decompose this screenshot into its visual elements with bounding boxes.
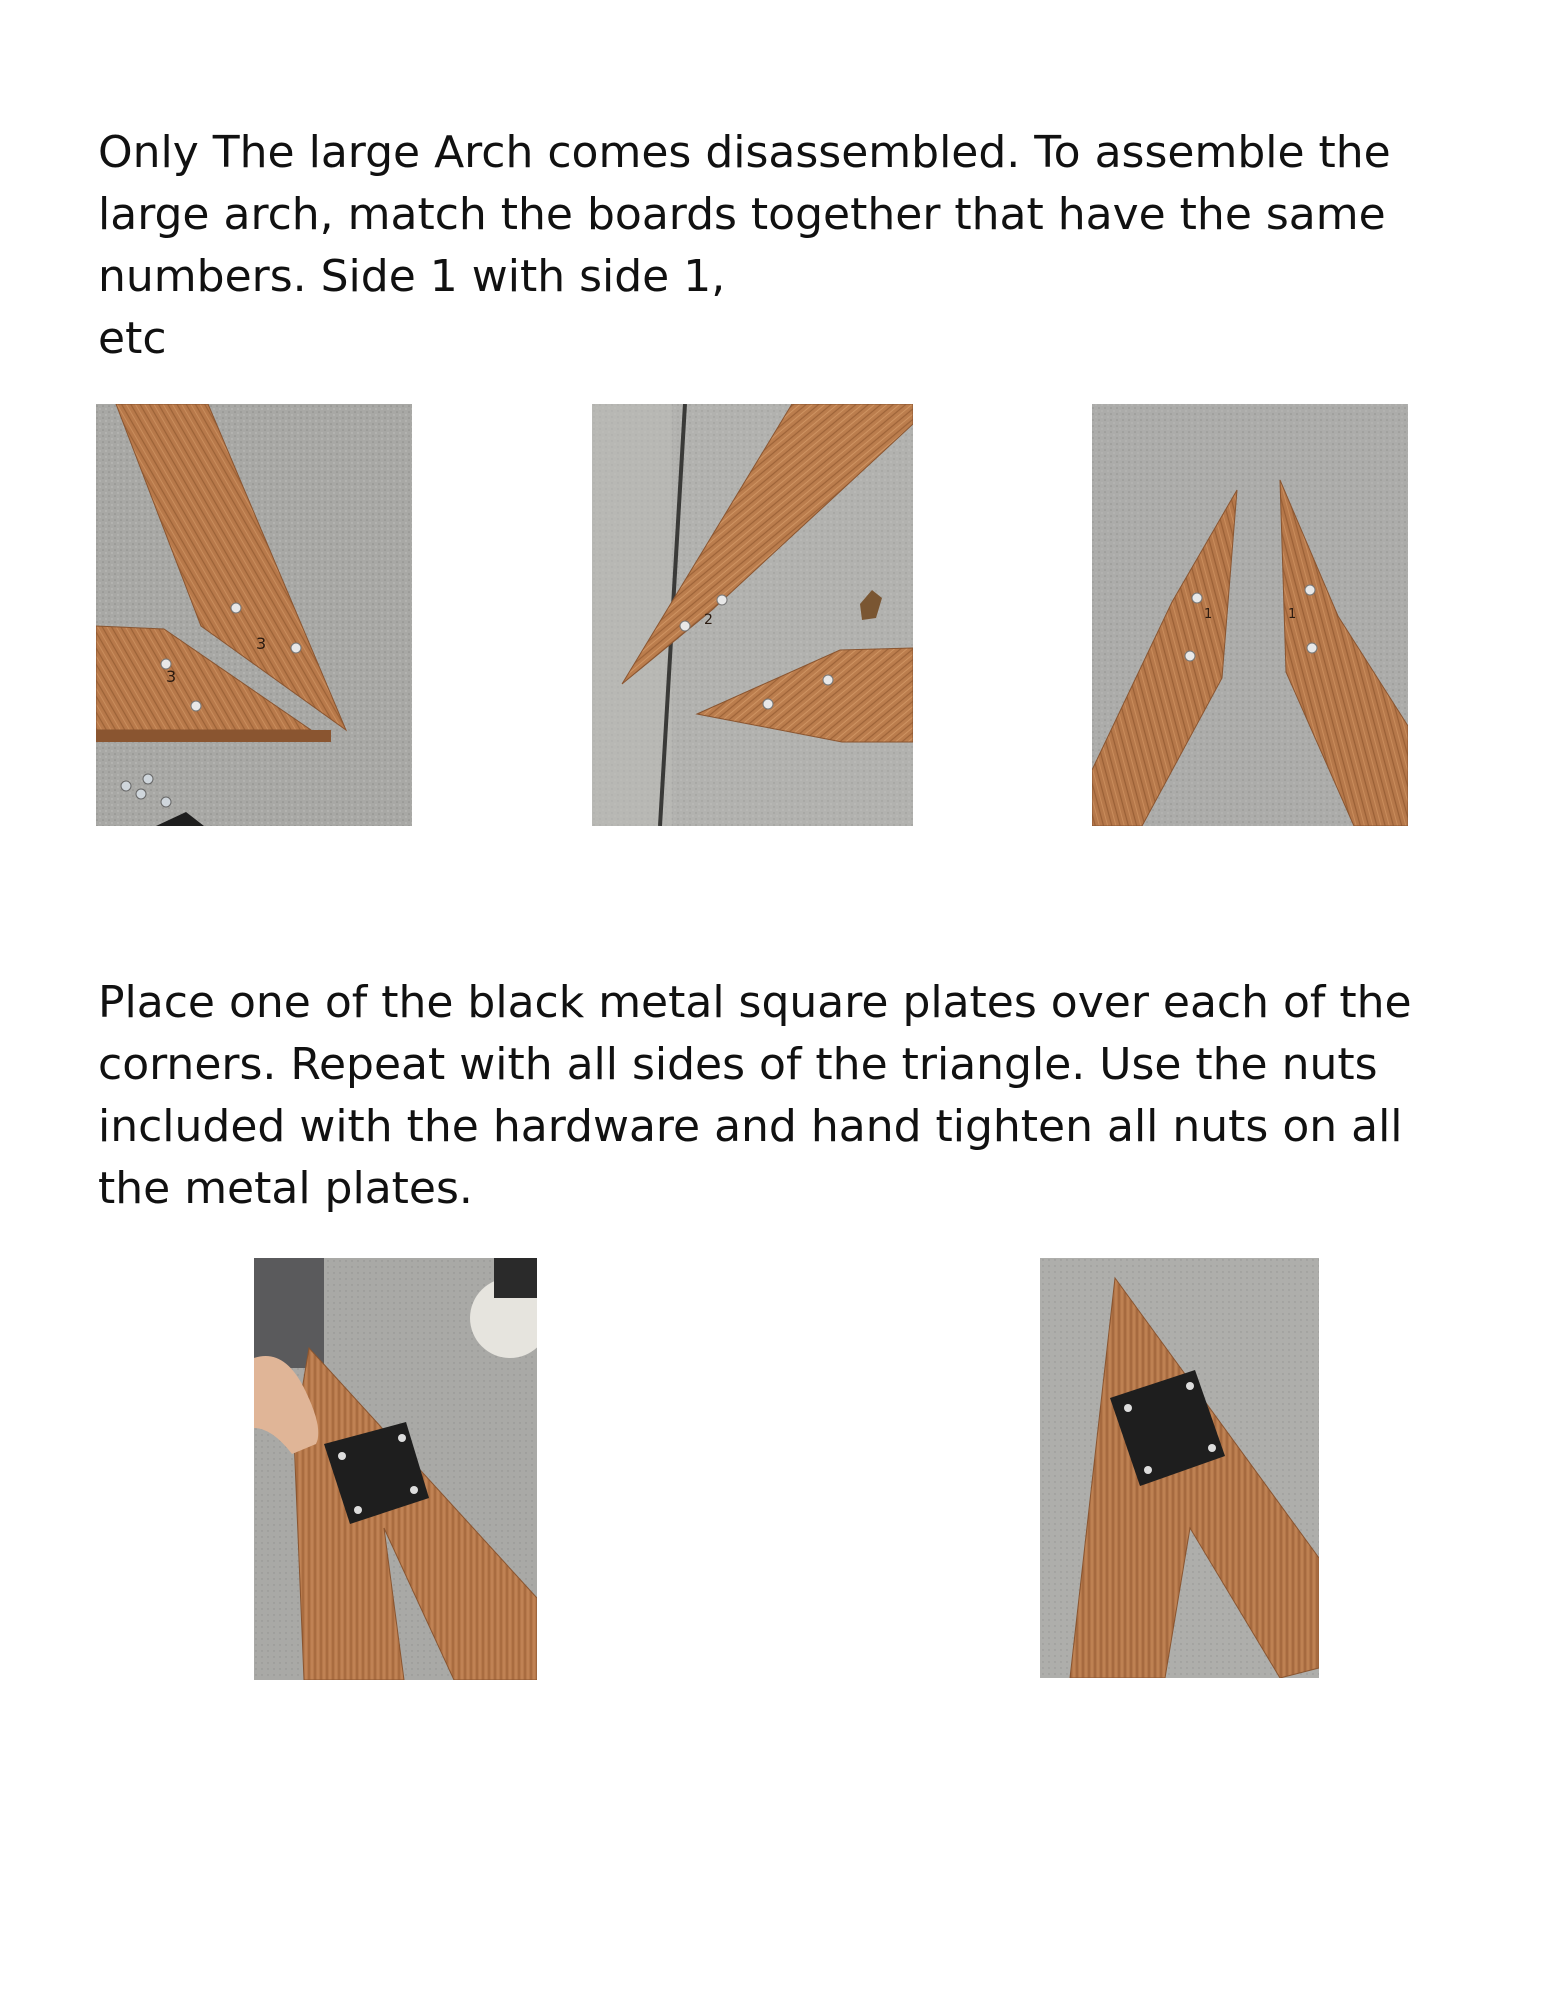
instruction-step-2	[98, 972, 1458, 1220]
text-line: Only The large Arch comes disassembled. To assemble the	[98, 127, 1391, 178]
text-line: the metal plates.	[98, 1163, 473, 1214]
text-line: Place one of the black metal square plates over each of the	[98, 977, 1412, 1028]
text-line: numbers. Side 1 with side 1,	[98, 251, 726, 302]
board-number-label: 3	[166, 667, 177, 686]
photo-plate-on-corner	[1040, 1258, 1319, 1678]
text-line: etc	[98, 313, 167, 364]
board-number-label: 1	[1204, 607, 1213, 622]
photo-placing-plate	[254, 1258, 537, 1680]
text-line: corners. Repeat with all sides of the triangle. Use the nuts	[98, 1039, 1378, 1090]
board-number-label: 3	[256, 634, 267, 653]
plate-placement-photo	[254, 1258, 537, 1680]
instruction-step-1	[98, 122, 1458, 370]
boards-matching-photo	[592, 404, 913, 826]
plate-on-corner-photo	[1040, 1258, 1319, 1678]
text-line: included with the hardware and hand tighten all nuts on all	[98, 1101, 1403, 1152]
text-line: large arch, match the boards together that have the same	[98, 189, 1386, 240]
board-number-label: 1	[1288, 607, 1297, 622]
boards-matching-photo	[1092, 404, 1408, 826]
board-number-label: 2	[704, 612, 713, 628]
photo-boards-side-3	[96, 404, 412, 826]
photo-boards-side-2	[592, 404, 913, 826]
photo-boards-side-1	[1092, 404, 1408, 826]
boards-matching-photo	[96, 404, 412, 826]
